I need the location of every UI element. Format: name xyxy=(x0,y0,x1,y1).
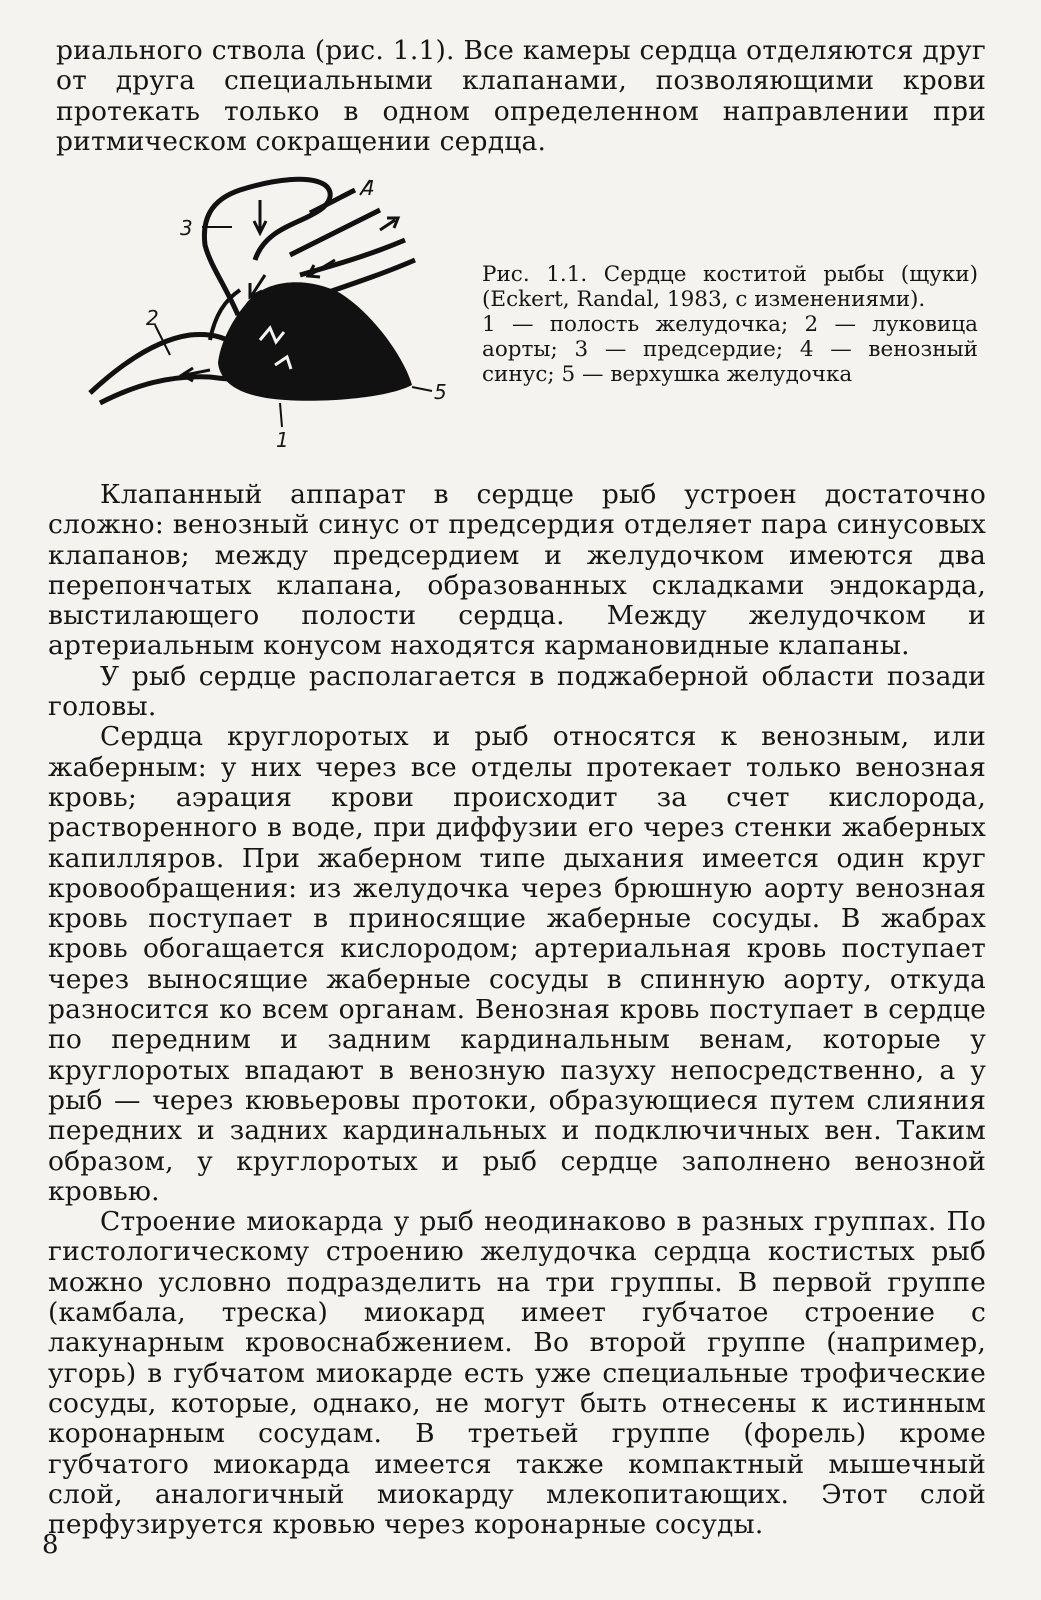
page-number: 8 xyxy=(42,1530,59,1560)
body-text xyxy=(48,480,986,1540)
top-paragraph: риального ствола (рис. 1.1). Все камеры сердца отделяются друг от друга специальными клапанами, позволяющими крови протекать только в одном определенном направлении при ритмическом сокращении сердца. xyxy=(56,35,986,157)
figure-caption xyxy=(482,262,978,387)
paragraph-3: Сердца круглоротых и рыб относятся к венозным, или жаберным: у них через все отделы протекает только венозная кровь; аэрация крови происходит за счет кислорода, растворенного в воде, при диффузии его через стенки жаберных капилляров. При жаберном типе дыхания имеется один круг кровообращения: из желудочка через брюшную аорту венозная кровь поступает в приносящие жаберные сосуды. В жабрах кровь обогащается кислородом; артериальная кровь поступает через выносящие жаберные сосуды в спинную аорту, откуда разносится ко всем органам. Венозная кровь поступает в сердце по передним и задним кардинальным венам, которые у круглоротых впадают в венозную пазуху непосредственно, а у рыб — через кювьеровы протоки, образующиеся путем слияния передних и задних кардинальных и подключичных вен. Таким образом, у круглоротых и рыб сердце заполнено венозной кровью. xyxy=(48,721,986,1207)
label-2: 2 xyxy=(146,306,159,330)
label-3: 3 xyxy=(180,216,193,240)
paragraph-2: У рыб сердце располагается в поджаберной области позади головы. xyxy=(48,660,986,723)
label-1: 1 xyxy=(276,428,289,452)
ventricle-shape xyxy=(218,282,412,401)
figure-fish-heart xyxy=(60,165,480,465)
fish-heart-diagram xyxy=(60,165,480,465)
caption-body: 1 — полость желудочка; 2 — луковица аорты; 3 — предсердие; 4 — венозный синус; 5 — верхушка желудочка xyxy=(482,312,978,387)
label-4: 4 xyxy=(362,176,375,200)
paragraph-1: Клапанный аппарат в сердце рыб устроен достаточно сложно: венозный синус от предсердия отделяет пара синусовых клапанов; между предсердием и желудочком имеются два перепончатых клапана, образованных складками эндокарда, выстилающего полости сердца. Между желудочком и артериальным конусом находятся кармановидные клапаны. xyxy=(48,479,986,662)
sinus-venosus-outline xyxy=(290,190,415,295)
paragraph-4: Строение миокарда у рыб неодинаково в разных группах. По гистологическому строению желудочка сердца костистых рыб можно условно подразделить на три группы. В первой группе (камбала, треска) миокард имеет губчатое строение с лакунарным кровоснабжением. Во второй группе (например, угорь) в губчатом миокарде есть уже специальные трофические сосуды, которые, однако, не могут быть отнесены к истинным коронарным сосудам. В третьей группе (форель) кроме губчатого миокарда имеется также компактный мышечный слой, аналогичный миокарду млекопитающих. Этот слой перфузируется кровью через коронарные сосуды. xyxy=(48,1206,986,1541)
label-5: 5 xyxy=(434,380,447,404)
caption-head: Рис. 1.1. Сердце коститой рыбы (щуки) (Eckert, Randal, 1983, с изменениями). xyxy=(482,262,978,312)
